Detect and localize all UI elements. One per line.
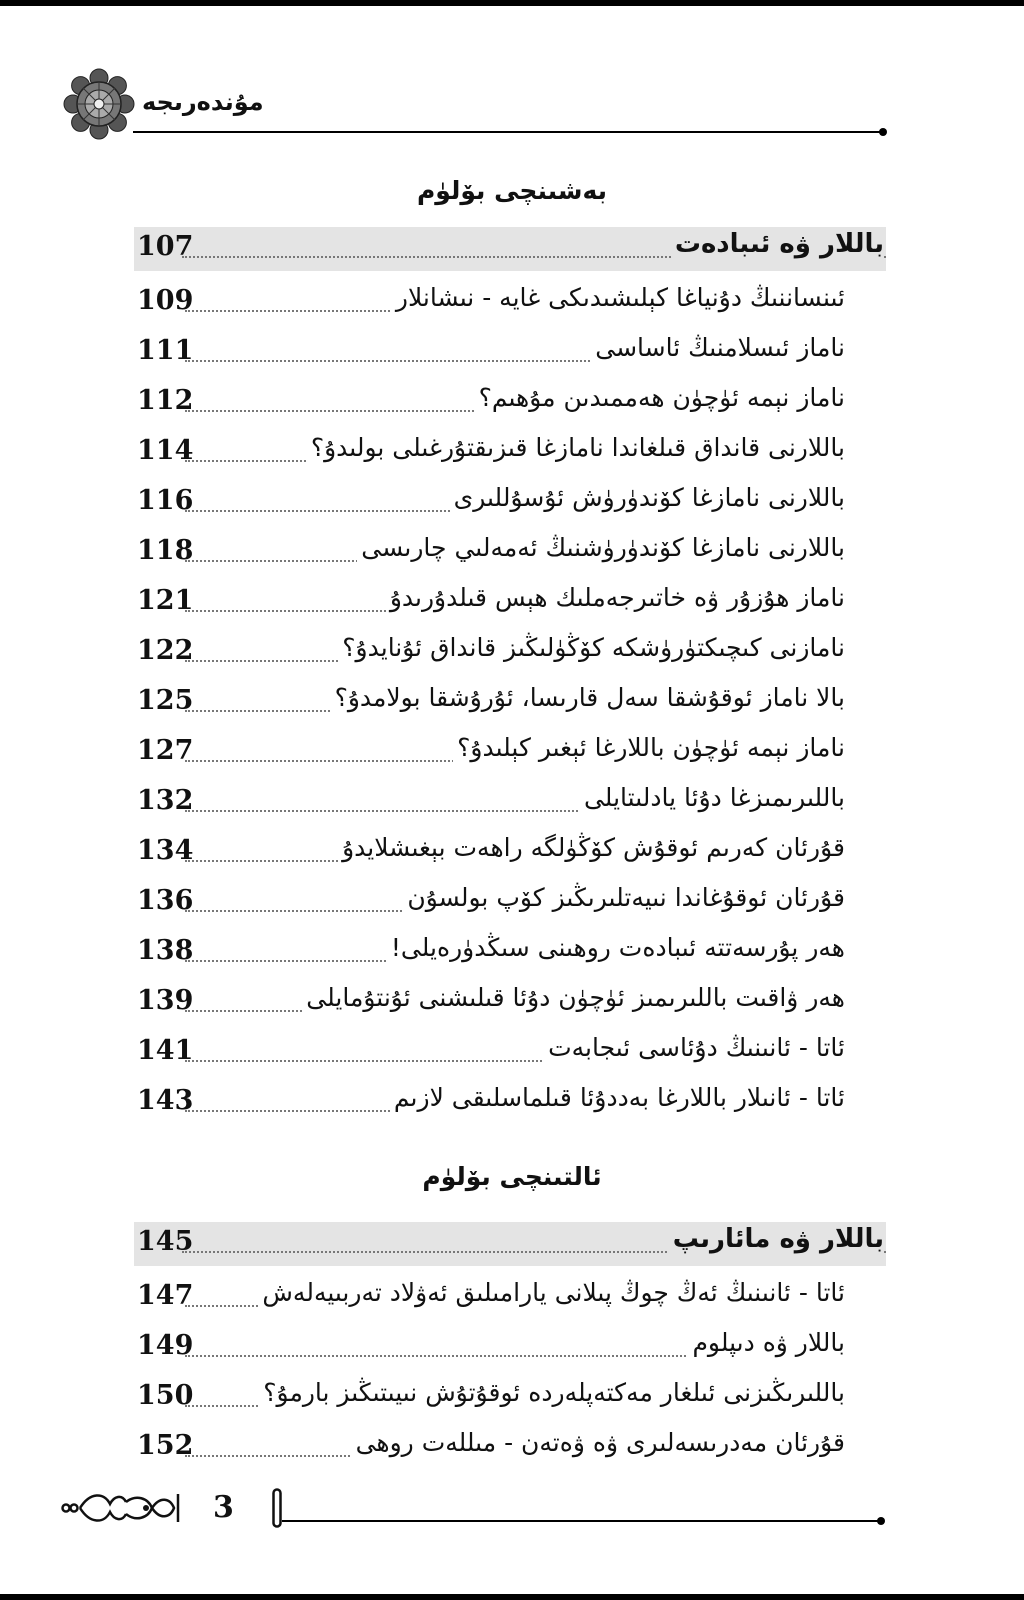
section-heading: ئالتىنچى بۆلۈم bbox=[422, 1162, 602, 1191]
entry-title: باللار ۋە دىپلوم bbox=[688, 1328, 845, 1357]
page-number: 122 bbox=[137, 635, 194, 666]
toc-entry[interactable] bbox=[137, 731, 845, 775]
toc-entry[interactable] bbox=[137, 581, 845, 625]
page-number: 139 bbox=[137, 985, 194, 1016]
entry-title: ئاتا - ئانىنىڭ دۇئاسى ئىجابەت bbox=[544, 1033, 845, 1062]
toc-entry[interactable] bbox=[137, 831, 845, 875]
entry-title: قۇرئان ئوقۇغاندا نىيەتلىرىڭىز كۆپ بولسۇن bbox=[403, 883, 845, 912]
toc-entry[interactable] bbox=[137, 1326, 845, 1370]
entry-title: قۇرئان كەرىم ئوقۇش كۆڭۈلگە راھەت بېغىشلايدۇ bbox=[338, 833, 845, 862]
toc-entry[interactable] bbox=[137, 481, 845, 525]
toc-entry[interactable] bbox=[137, 281, 845, 325]
footer-rule-dot bbox=[877, 1517, 885, 1525]
entry-title: نامازنى كىچىكتۈرۈشكە كۆڭۈلىڭىز قانداق ئۇنايدۇ؟ bbox=[338, 633, 845, 662]
entry-title: ھەر ۋاقىت باللىرىمىز ئۈچۈن دۇئا قىلىشنى ئۇنتۇمايلى bbox=[302, 983, 845, 1012]
toc-entry[interactable] bbox=[137, 531, 845, 575]
page-number: 127 bbox=[137, 735, 194, 766]
entry-title: قۇرئان مەدرىسەلىرى ۋە ۋەتەن - مىللەت روھى bbox=[352, 1428, 845, 1457]
floral-ornament-icon bbox=[60, 1488, 182, 1528]
footer-rule bbox=[282, 1520, 880, 1522]
page-number: 149 bbox=[137, 1330, 194, 1361]
toc-entry[interactable] bbox=[137, 781, 845, 825]
page-number: 111 bbox=[137, 335, 194, 366]
page-number: 145 bbox=[137, 1226, 194, 1257]
entry-title: ناماز نېمە ئۈچۈن باللارغا ئېغىر كېلىدۇ؟ bbox=[453, 733, 845, 762]
toc-entry[interactable] bbox=[137, 381, 845, 425]
entry-title: باللىرىڭىزنى ئىلغار مەكتەپلەردە ئوقۇتۇش نىيىتىڭىز بارمۇ؟ bbox=[259, 1378, 845, 1407]
entry-title: بالا ناماز ئوقۇشقا سەل قارىسا، ئۇرۇشقا بولامدۇ؟ bbox=[331, 683, 845, 712]
section-heading: بەشىنچى بۆلۈم bbox=[416, 176, 607, 205]
page-number: 143 bbox=[137, 1085, 194, 1116]
header-rule-dot bbox=[879, 128, 887, 136]
page-number: 121 bbox=[137, 585, 194, 616]
page-number: 134 bbox=[137, 835, 194, 866]
rosette-ornament-icon bbox=[63, 68, 135, 140]
toc-entry[interactable] bbox=[137, 1276, 845, 1320]
bottom-scan-edge bbox=[0, 1594, 1024, 1600]
entry-title: ئاتا - ئانىنىڭ ئەڭ چوڭ پىلانى يارامىلىق ئەۋلاد تەربىيەلەش bbox=[258, 1278, 845, 1307]
entry-title: باللارنى نامازغا كۆندۈرۈش ئۇسۇللىرى bbox=[450, 483, 845, 512]
toc-entry[interactable] bbox=[137, 981, 845, 1025]
page-number: 152 bbox=[137, 1430, 194, 1461]
toc-entry[interactable] bbox=[137, 1031, 845, 1075]
page-number: 116 bbox=[137, 485, 194, 516]
page-number: 112 bbox=[137, 385, 194, 416]
top-scan-edge bbox=[0, 0, 1024, 6]
toc-entry[interactable] bbox=[137, 431, 845, 475]
toc-entry[interactable] bbox=[137, 881, 845, 925]
entry-title: ناماز ھۇزۇر ۋە خاتىرجەملىك ھېس قىلدۇرىدۇ bbox=[386, 583, 845, 612]
toc-entry[interactable] bbox=[137, 931, 845, 975]
page-number: 114 bbox=[137, 435, 194, 466]
toc-entry[interactable] bbox=[137, 1376, 845, 1420]
page-number: 141 bbox=[137, 1035, 194, 1066]
toc-entry[interactable] bbox=[137, 681, 845, 725]
page-number-footer: 3 bbox=[213, 1490, 234, 1525]
chapter-title: باللار ۋە ئىبادەت bbox=[671, 229, 884, 259]
toc-entry[interactable] bbox=[137, 1426, 845, 1470]
entry-title: ئاتا - ئانىلار باللارغا بەددۇئا قىلماسلىقى لازىم bbox=[390, 1083, 845, 1112]
page-number: 136 bbox=[137, 885, 194, 916]
entry-title: ئىنساننىڭ دۇنياغا كېلىشىدىكى غايە - نىشانلار bbox=[392, 283, 845, 312]
toc-entry[interactable] bbox=[137, 631, 845, 675]
entry-title: باللىرىمىزغا دۇئا يادلىتايلى bbox=[580, 783, 845, 812]
header-rule bbox=[133, 131, 881, 133]
page-number: 138 bbox=[137, 935, 194, 966]
toc-entry[interactable] bbox=[137, 331, 845, 375]
page-number: 118 bbox=[137, 535, 194, 566]
chapter-title: باللار ۋە مائارىپ bbox=[669, 1224, 884, 1254]
entry-title: باللارنى نامازغا كۆندۈرۈشنىڭ ئەمەلىي چارىسى bbox=[357, 533, 845, 562]
page-number: 109 bbox=[137, 285, 194, 316]
toc-entry[interactable] bbox=[137, 1081, 845, 1125]
entry-title: ناماز نېمە ئۈچۈن ھەممىدىن مۇھىم؟ bbox=[475, 383, 845, 412]
page-number: 150 bbox=[137, 1380, 194, 1411]
toc-chapter-row[interactable] bbox=[134, 1222, 886, 1266]
page-number: 132 bbox=[137, 785, 194, 816]
entry-title: ھەر پۇرسەتتە ئىبادەت روھىنى سىڭدۈرەيلى! bbox=[387, 933, 845, 962]
page-number: 125 bbox=[137, 685, 194, 716]
footer-bracket bbox=[272, 1488, 282, 1528]
page-number: 147 bbox=[137, 1280, 194, 1311]
toc-chapter-row[interactable] bbox=[134, 227, 886, 271]
page-title: مۇندەرىجە bbox=[142, 88, 264, 116]
entry-title: باللارنى قانداق قىلغاندا نامازغا قىزىقتۇرغىلى بولىدۇ؟ bbox=[307, 433, 845, 462]
entry-title: ناماز ئىسلامنىڭ ئاساسى bbox=[591, 333, 845, 362]
page-number: 107 bbox=[137, 231, 194, 262]
